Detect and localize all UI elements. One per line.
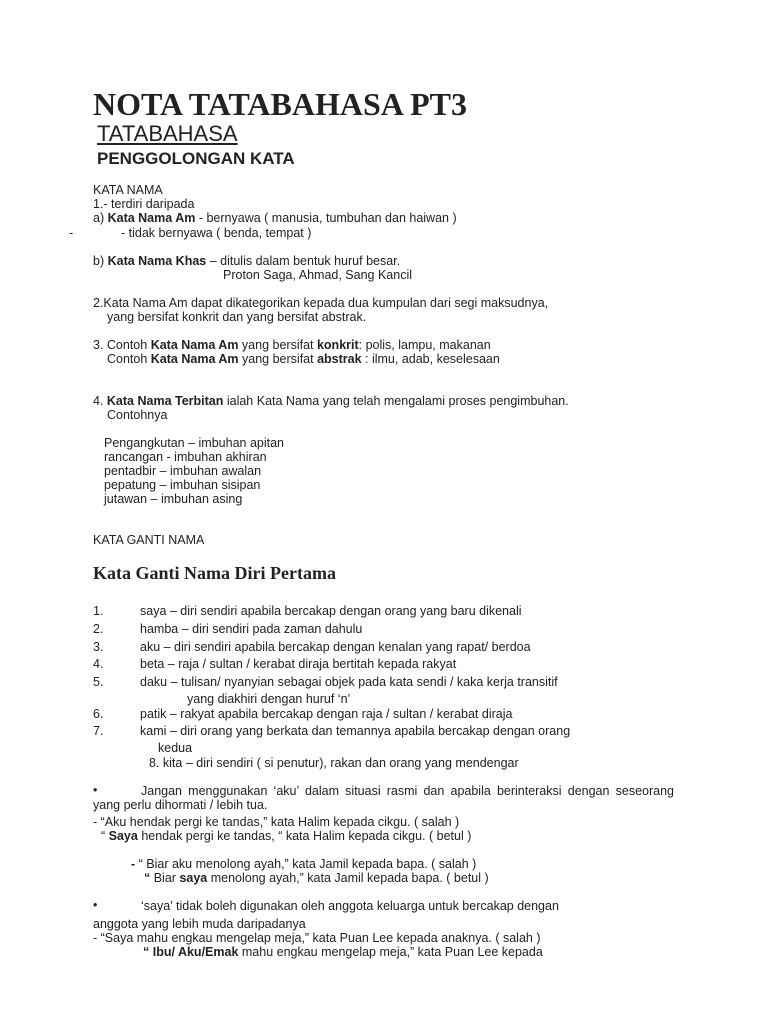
item-text: – ditulis dalam bentuk huruf besar. xyxy=(206,254,401,268)
note-2-line-1: ‘saya’ tidak boleh digunakan oleh anggota keluarga untuk bercakap dengan xyxy=(141,899,559,913)
text: Contoh xyxy=(107,352,151,366)
example-line: rancangan - imbuhan akhiran xyxy=(104,450,267,464)
list-text: patik – rakyat apabila bercakap dengan raja / sultan / kerabat diraja xyxy=(140,707,513,721)
text: yang bersifat xyxy=(238,352,318,366)
bullet: • xyxy=(93,783,98,797)
kata-nama-am-line-2: - tidak bernyawa ( benda, tempat ) xyxy=(121,226,312,240)
term-bold: abstrak xyxy=(317,352,362,366)
list-item xyxy=(93,707,513,721)
list-text: kami – diri orang yang berkata dan temannya apabila bercakap dengan orang xyxy=(140,724,571,738)
kata-ganti-subheading: Kata Ganti Nama Diri Pertama xyxy=(93,563,336,583)
paragraph-4-line-2: Contohnya xyxy=(107,408,168,422)
kata-nama-am-line xyxy=(93,211,457,225)
list-number: 6. xyxy=(93,707,104,721)
bullet: • xyxy=(93,898,98,912)
text: menolong ayah,” kata Jamil kepada bapa. ( betul ) xyxy=(207,871,489,885)
text: : polis, lampu, makanan xyxy=(358,338,491,352)
term-bold: Kata Nama Am xyxy=(107,211,196,225)
list-item-8: 8. kita – diri sendiri ( si penutur), rakan dan orang yang mendengar xyxy=(149,756,519,770)
term-bold: “ Ibu/ Aku/Emak xyxy=(143,945,239,959)
text: “ xyxy=(101,829,109,843)
example-salah xyxy=(131,857,476,871)
paragraph-3-line-1 xyxy=(93,338,491,352)
example-line: jutawan – imbuhan asing xyxy=(104,492,243,506)
term-bold: konkrit xyxy=(316,338,359,352)
list-item xyxy=(93,622,363,636)
dash: - xyxy=(131,857,139,871)
list-item-continuation: kedua xyxy=(158,741,193,755)
paragraph-4-line-1 xyxy=(93,394,569,408)
example-betul xyxy=(143,945,543,959)
page-title: NOTA TATABAHASA PT3 xyxy=(93,86,467,122)
term-bold: Kata Nama Terbitan xyxy=(106,394,224,408)
term-bold: Kata Nama Am xyxy=(150,338,239,352)
list-item xyxy=(93,724,571,738)
note-2-line-2: anggota yang lebih muda daripadanya xyxy=(93,917,306,931)
text: “ Biar aku menolong ayah,” kata Jamil kepada bapa. ( salah ) xyxy=(138,857,477,871)
list-text: daku – tulisan/ nyanyian sebagai objek pada kata sendi / kaka kerja transitif xyxy=(140,675,558,689)
kata-ganti-heading: KATA GANTI NAMA xyxy=(93,533,205,547)
example-line: pepatung – imbuhan sisipan xyxy=(104,478,261,492)
note-1-line-1: Jangan menggunakan ‘aku’ dalam situasi rasmi dan apabila berinteraksi dengan seseorang xyxy=(141,784,674,798)
text: mahu engkau mengelap meja,” kata Puan Lee kepada xyxy=(238,945,543,959)
list-number: 3. xyxy=(93,640,104,654)
text: : ilmu, adab, keselesaan xyxy=(361,352,500,366)
list-dash: - xyxy=(69,226,74,240)
kata-nama-intro: 1.- terdiri daripada xyxy=(93,197,195,211)
list-number: 7. xyxy=(93,724,104,738)
list-item-continuation: yang diakhiri dengan huruf ‘n’ xyxy=(187,692,351,706)
kata-nama-heading: KATA NAMA xyxy=(93,183,163,197)
term-bold: saya xyxy=(179,871,208,885)
list-text: beta – raja / sultan / kerabat diraja bertitah kepada rakyat xyxy=(140,657,457,671)
example-betul xyxy=(101,829,471,843)
example-salah: - “Saya mahu engkau mengelap meja,” kata Puan Lee kepada anaknya. ( salah ) xyxy=(93,931,541,945)
section-heading: PENGGOLONGAN KATA xyxy=(97,149,295,168)
paragraph-3-line-2 xyxy=(107,352,500,366)
page-subtitle: TATABAHASA xyxy=(97,121,238,146)
list-number: 2. xyxy=(93,622,104,636)
list-text: aku – diri sendiri apabila bercakap dengan kenalan yang rapat/ berdoa xyxy=(140,640,531,654)
text: 4. xyxy=(93,394,107,408)
list-item xyxy=(93,604,522,618)
example-betul xyxy=(144,871,489,885)
text: Biar xyxy=(150,871,180,885)
term-bold: Kata Nama Am xyxy=(150,352,239,366)
note-1-line-2: yang perlu dihormati / lebih tua. xyxy=(93,798,268,812)
item-prefix: a) xyxy=(93,211,108,225)
example-salah: - “Aku hendak pergi ke tandas,” kata Halim kepada cikgu. ( salah ) xyxy=(93,815,460,829)
term-bold: Saya xyxy=(108,829,138,843)
list-item xyxy=(93,657,457,671)
text: hendak pergi ke tandas, “ kata Halim kepada cikgu. ( betul ) xyxy=(137,829,472,843)
list-number: 1. xyxy=(93,604,104,618)
kata-nama-khas-line xyxy=(93,254,400,268)
example-line: pentadbir – imbuhan awalan xyxy=(104,464,262,478)
item-text: - bernyawa ( manusia, tumbuhan dan haiwan ) xyxy=(195,211,457,225)
quote: “ xyxy=(144,871,151,885)
list-text: hamba – diri sendiri pada zaman dahulu xyxy=(140,622,363,636)
item-prefix: b) xyxy=(93,254,108,268)
text: 3. Contoh xyxy=(93,338,151,352)
paragraph-2-line-2: yang bersifat konkrit dan yang bersifat abstrak. xyxy=(107,310,367,324)
text: ialah Kata Nama yang telah mengalami proses pengimbuhan. xyxy=(223,394,569,408)
paragraph-2-line-1: 2.Kata Nama Am dapat dikategorikan kepada dua kumpulan dari segi maksudnya, xyxy=(93,296,549,310)
kata-nama-khas-examples: Proton Saga, Ahmad, Sang Kancil xyxy=(223,268,413,282)
example-line: Pengangkutan – imbuhan apitan xyxy=(104,436,285,450)
text: yang bersifat xyxy=(238,338,317,352)
list-text: saya – diri sendiri apabila bercakap dengan orang yang baru dikenali xyxy=(140,604,522,618)
list-number: 4. xyxy=(93,657,104,671)
list-item xyxy=(93,675,558,689)
list-number: 5. xyxy=(93,675,104,689)
list-item xyxy=(93,640,531,654)
term-bold: Kata Nama Khas xyxy=(107,254,207,268)
